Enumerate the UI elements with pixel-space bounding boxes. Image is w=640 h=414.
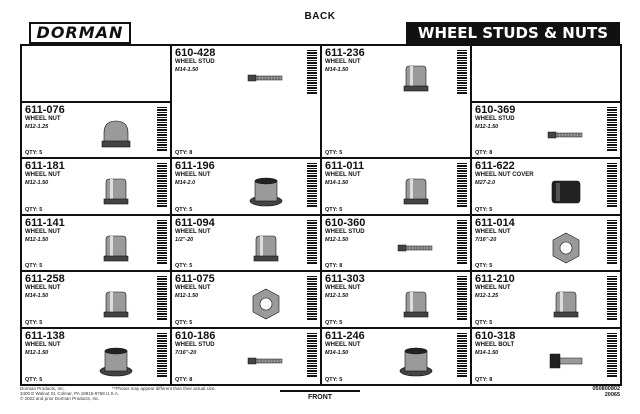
wheel-bolt-icon xyxy=(546,341,586,381)
quantity: QTY: 8 xyxy=(175,150,193,157)
quantity: QTY: 5 xyxy=(25,319,43,326)
part-number: 611-258 xyxy=(25,273,65,286)
part-number: 611-076 xyxy=(25,103,65,116)
thread-size: M14-2.0 xyxy=(175,180,196,187)
part-cell xyxy=(171,271,321,328)
nut-cover-icon xyxy=(546,171,586,211)
quantity: QTY: 5 xyxy=(175,319,193,326)
thread-size: M12-1.50 xyxy=(25,236,49,243)
barcode xyxy=(157,276,167,320)
acorn-nut-icon xyxy=(96,115,136,155)
thread-size: M14-1.50 xyxy=(25,293,49,300)
part-cell xyxy=(171,328,321,385)
quantity: QTY: 8 xyxy=(475,150,493,157)
quantity: QTY: 5 xyxy=(25,150,43,157)
part-cell xyxy=(171,215,321,272)
quantity: QTY: 8 xyxy=(175,376,193,383)
barcode xyxy=(457,50,467,94)
lug-nut-icon xyxy=(396,58,436,98)
barcode xyxy=(457,333,467,377)
thread-size: M12-1.50 xyxy=(475,123,499,130)
brand-logo xyxy=(20,22,140,44)
barcode xyxy=(307,50,317,94)
barcode xyxy=(457,220,467,264)
quantity: QTY: 5 xyxy=(475,263,493,270)
empty-cell xyxy=(21,45,171,102)
part-description: WHEEL NUT xyxy=(475,228,511,235)
thread-size: M14-1.50 xyxy=(325,180,349,187)
part-number: 610-360 xyxy=(325,216,366,229)
quantity: QTY: 8 xyxy=(325,263,343,270)
quantity: QTY: 5 xyxy=(325,319,343,326)
part-cell xyxy=(321,215,471,272)
thread-size: M12-1.50 xyxy=(25,180,49,187)
page-title: WHEEL STUDS & NUTS xyxy=(406,22,620,44)
part-number: 611-210 xyxy=(475,273,515,286)
barcode xyxy=(607,163,617,207)
copyright: © 2022 and prior Dorman Products, Inc. xyxy=(20,396,100,401)
quantity: QTY: 5 xyxy=(325,206,343,213)
part-cell xyxy=(471,328,621,385)
stud-icon xyxy=(546,115,586,155)
lug-nut-icon xyxy=(96,171,136,211)
quantity: QTY: 5 xyxy=(25,263,43,270)
part-number: 610-318 xyxy=(475,330,516,342)
flange-nut-icon xyxy=(246,171,286,211)
thread-size: M14-1.50 xyxy=(475,350,499,356)
part-description: WHEEL NUT xyxy=(325,59,361,65)
thread-size: M12-1.25 xyxy=(25,123,49,130)
hex-nut-icon xyxy=(246,284,286,324)
quantity: QTY: 5 xyxy=(475,319,493,326)
lug-nut-icon xyxy=(396,284,436,324)
barcode xyxy=(157,333,167,377)
part-description: WHEEL NUT xyxy=(475,285,511,292)
lug-nut-icon xyxy=(396,171,436,211)
part-number: 611-196 xyxy=(175,160,215,173)
lug-nut-icon xyxy=(546,284,586,324)
flange-nut-icon xyxy=(396,341,436,381)
part-number: 611-011 xyxy=(325,160,365,173)
barcode xyxy=(607,220,617,264)
part-number: 611-246 xyxy=(325,330,365,342)
photo-note: **Photos may appear different than their actual size. xyxy=(112,386,216,391)
thread-size: M12-1.50 xyxy=(175,293,199,300)
part-cell xyxy=(21,102,171,159)
part-description: WHEEL NUT xyxy=(25,115,61,122)
code-1: 050800802 xyxy=(592,386,620,392)
part-cell xyxy=(21,271,171,328)
thread-size: M12-1.50 xyxy=(325,293,349,300)
front-arrow xyxy=(280,390,360,392)
brand-name: DORMAN xyxy=(29,22,132,44)
barcode xyxy=(157,220,167,264)
thread-size: 7/16"-20 xyxy=(175,350,197,356)
barcode xyxy=(157,107,167,151)
part-number: 611-141 xyxy=(25,216,65,229)
stud-icon xyxy=(396,228,436,268)
quantity: QTY: 5 xyxy=(25,206,43,213)
barcode xyxy=(607,107,617,151)
barcode xyxy=(157,163,167,207)
company-name: Dorman Products, Inc. xyxy=(20,386,65,391)
barcode xyxy=(457,163,467,207)
part-cell xyxy=(21,328,171,385)
part-cell xyxy=(171,158,321,215)
footer-codes xyxy=(592,386,620,398)
part-cell xyxy=(171,45,321,158)
part-description: WHEEL STUD xyxy=(175,342,215,348)
part-description: WHEEL NUT xyxy=(25,342,61,348)
back-label: BACK xyxy=(304,11,336,22)
thread-size: M14-1.50 xyxy=(325,67,349,73)
front-label: FRONT xyxy=(307,394,333,401)
part-description: WHEEL STUD xyxy=(475,115,515,122)
part-cell xyxy=(321,271,471,328)
part-description: WHEEL NUT xyxy=(175,285,211,292)
part-number: 611-138 xyxy=(25,330,65,342)
part-number: 611-181 xyxy=(25,160,65,173)
flange-nut-icon xyxy=(96,341,136,381)
part-cell xyxy=(471,158,621,215)
barcode xyxy=(607,276,617,320)
part-description: WHEEL NUT COVER xyxy=(475,172,534,179)
thread-size: M12-1.50 xyxy=(25,350,49,356)
part-description: WHEEL STUD xyxy=(175,59,215,65)
lug-nut-icon xyxy=(96,284,136,324)
part-description: WHEEL NUT xyxy=(325,172,361,179)
part-description: WHEEL NUT xyxy=(25,172,61,179)
part-cell xyxy=(471,215,621,272)
quantity: QTY: 5 xyxy=(325,150,343,157)
thread-size: M14-1.50 xyxy=(175,67,199,73)
barcode xyxy=(307,276,317,320)
hex-nut-icon xyxy=(546,228,586,268)
barcode xyxy=(307,163,317,207)
part-description: WHEEL NUT xyxy=(325,285,361,292)
part-description: WHEEL NUT xyxy=(175,228,211,235)
barcode xyxy=(307,220,317,264)
company-address: 3400 E Walnut St, Colmar, PA 18915-9768 U.S.A. xyxy=(20,391,120,396)
part-cell xyxy=(21,158,171,215)
part-description: WHEEL BOLT xyxy=(475,342,515,348)
quantity: QTY: 5 xyxy=(175,206,193,213)
thread-size: M12-1.50 xyxy=(325,236,349,243)
part-number: 610-428 xyxy=(175,47,216,59)
lug-nut-icon xyxy=(96,228,136,268)
stud-icon xyxy=(246,58,286,98)
quantity: QTY: 5 xyxy=(25,376,43,383)
part-description: WHEEL NUT xyxy=(25,285,61,292)
barcode xyxy=(307,333,317,377)
part-number: 610-186 xyxy=(175,330,216,342)
part-number: 610-369 xyxy=(475,103,516,116)
part-number: 611-622 xyxy=(475,160,515,173)
barcode xyxy=(607,333,617,377)
quantity: QTY: 8 xyxy=(475,376,493,383)
part-description: WHEEL NUT xyxy=(175,172,211,179)
empty-cell xyxy=(471,45,621,102)
parts-grid xyxy=(20,44,622,386)
thread-size: M27-2.0 xyxy=(475,180,496,187)
barcode xyxy=(457,276,467,320)
stud-icon xyxy=(246,341,286,381)
part-number: 611-094 xyxy=(175,216,215,229)
part-cell xyxy=(321,45,471,158)
part-cell xyxy=(321,328,471,385)
part-cell xyxy=(471,102,621,159)
thread-size: 1/2"-20 xyxy=(175,236,194,243)
part-number: 611-236 xyxy=(325,47,365,59)
part-cell xyxy=(471,271,621,328)
quantity: QTY: 5 xyxy=(175,263,193,270)
thread-size: M14-1.50 xyxy=(325,350,349,356)
part-description: WHEEL NUT xyxy=(25,228,61,235)
quantity: QTY: 5 xyxy=(325,376,343,383)
quantity: QTY: 5 xyxy=(475,206,493,213)
part-cell xyxy=(21,215,171,272)
part-number: 611-075 xyxy=(175,273,215,286)
part-description: WHEEL STUD xyxy=(325,228,365,235)
part-number: 611-014 xyxy=(475,216,515,229)
part-cell xyxy=(321,158,471,215)
code-2: 20065 xyxy=(604,392,620,398)
thread-size: 7/16"-20 xyxy=(475,236,497,243)
thread-size: M12-1.25 xyxy=(475,293,499,300)
part-description: WHEEL NUT xyxy=(325,342,361,348)
lug-nut-icon xyxy=(246,228,286,268)
part-number: 611-303 xyxy=(325,273,365,286)
